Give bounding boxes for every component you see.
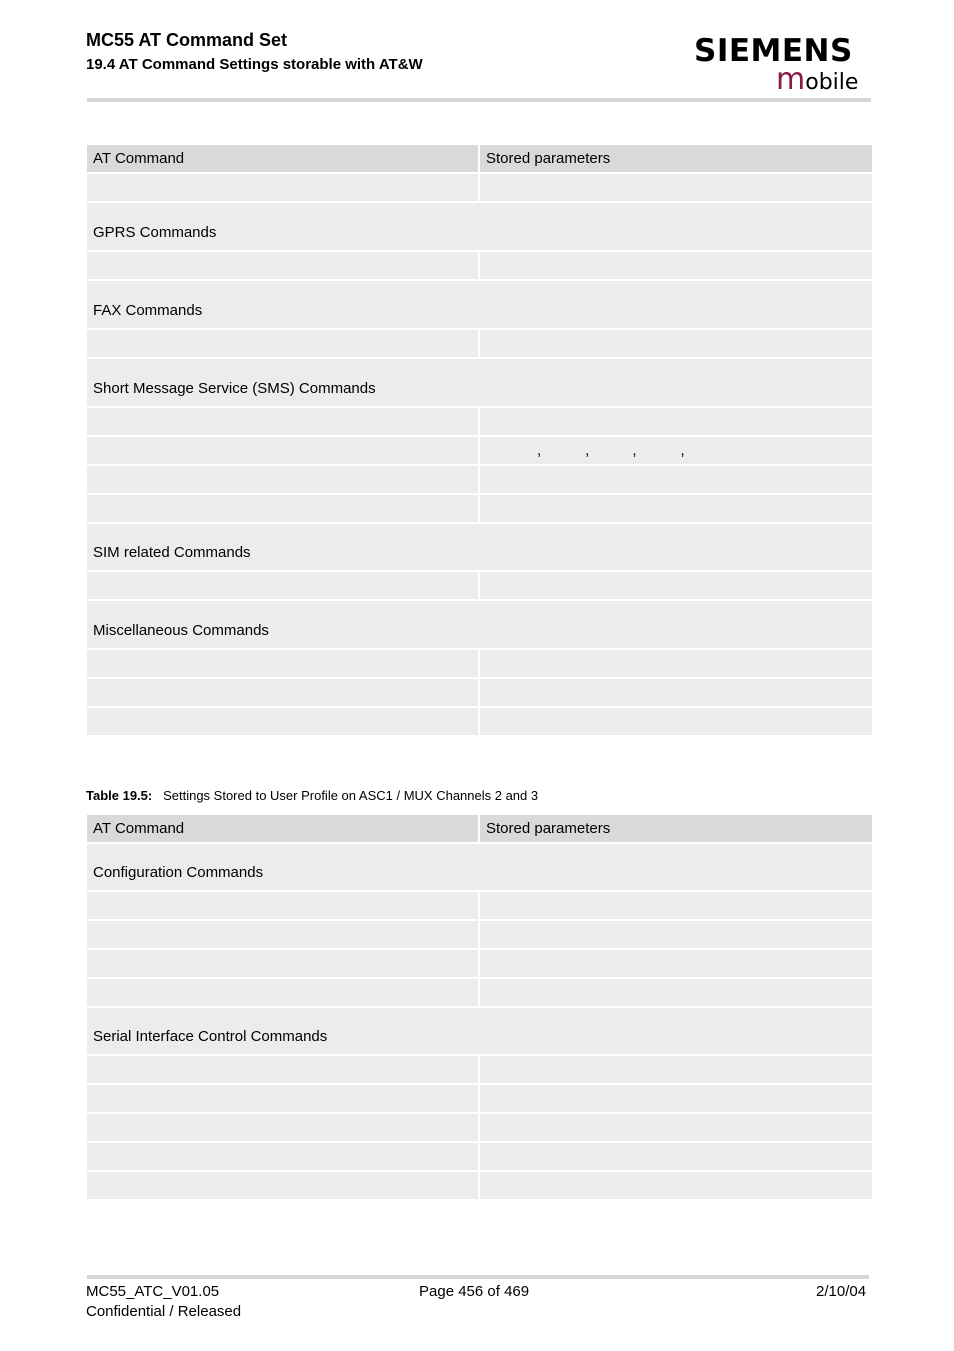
comma: , xyxy=(632,442,637,459)
comma: , xyxy=(585,442,590,459)
document-id: MC55_ATC_V01.05 xyxy=(86,1283,220,1300)
logo-wordmark: SIEMENS xyxy=(694,33,853,69)
document-title: MC55 AT Command Set xyxy=(86,30,288,50)
table-row xyxy=(87,1085,872,1112)
section-row-gprs xyxy=(87,203,872,250)
table-row xyxy=(87,174,872,201)
table-row xyxy=(87,650,872,677)
section-row-misc xyxy=(87,601,872,648)
section-label: FAX Commands xyxy=(93,302,203,319)
table-caption-text: Settings Stored to User Profile on ASC1 / MUX Channels 2 and 3 xyxy=(163,788,539,803)
comma: , xyxy=(537,442,542,459)
table-caption xyxy=(86,788,538,803)
document-status: Confidential / Released xyxy=(86,1303,242,1320)
table-row xyxy=(87,466,872,493)
table-header-row xyxy=(87,815,872,842)
table-row xyxy=(87,708,872,735)
table-row xyxy=(87,408,872,435)
comma: , xyxy=(680,442,685,459)
table-row xyxy=(87,1056,872,1083)
column-header-at-command: AT Command xyxy=(87,815,478,842)
section-row-fax xyxy=(87,281,872,328)
section-row-configuration xyxy=(87,844,872,890)
logo-mobile xyxy=(776,62,859,97)
table-row xyxy=(87,330,872,357)
logo-m: m xyxy=(776,62,806,97)
section-row-sms xyxy=(87,359,872,406)
page-number: Page 456 of 469 xyxy=(419,1283,530,1300)
section-label: GPRS Commands xyxy=(93,224,217,241)
table-row xyxy=(87,979,872,1006)
column-header-stored-parameters: Stored parameters xyxy=(480,815,872,842)
section-heading: 19.4 AT Command Settings storable with AT&W xyxy=(86,56,423,73)
table-row xyxy=(87,495,872,522)
table-row xyxy=(87,950,872,977)
section-label: SIM related Commands xyxy=(93,544,251,561)
stored-parameters-cell xyxy=(480,437,872,464)
table-row xyxy=(87,1143,872,1170)
column-header-at-command: AT Command xyxy=(87,145,478,172)
section-label: Short Message Service (SMS) Commands xyxy=(93,380,376,397)
table-row xyxy=(87,572,872,599)
table-caption-label: Table 19.5: xyxy=(86,788,153,803)
table-header-row xyxy=(87,145,872,172)
table-row xyxy=(87,921,872,948)
section-label: Serial Interface Control Commands xyxy=(93,1028,328,1045)
siemens-mobile-logo xyxy=(694,34,864,96)
header-rule xyxy=(87,98,871,102)
table-row xyxy=(87,1172,872,1199)
stored-settings-table xyxy=(87,145,872,735)
table-row xyxy=(87,252,872,279)
table-row xyxy=(87,679,872,706)
table-row xyxy=(87,1114,872,1141)
logo-mobile-rest: obile xyxy=(805,70,859,95)
document-date: 2/10/04 xyxy=(816,1283,867,1300)
table-row xyxy=(87,892,872,919)
asc1-mux-settings-table xyxy=(87,815,872,1199)
table-row xyxy=(87,437,872,464)
section-row-sim xyxy=(87,524,872,570)
column-header-stored-parameters: Stored parameters xyxy=(480,145,872,172)
section-label: Miscellaneous Commands xyxy=(93,622,269,639)
section-row-serial-interface xyxy=(87,1008,872,1054)
footer-rule xyxy=(87,1275,869,1279)
section-label: Configuration Commands xyxy=(93,864,264,881)
